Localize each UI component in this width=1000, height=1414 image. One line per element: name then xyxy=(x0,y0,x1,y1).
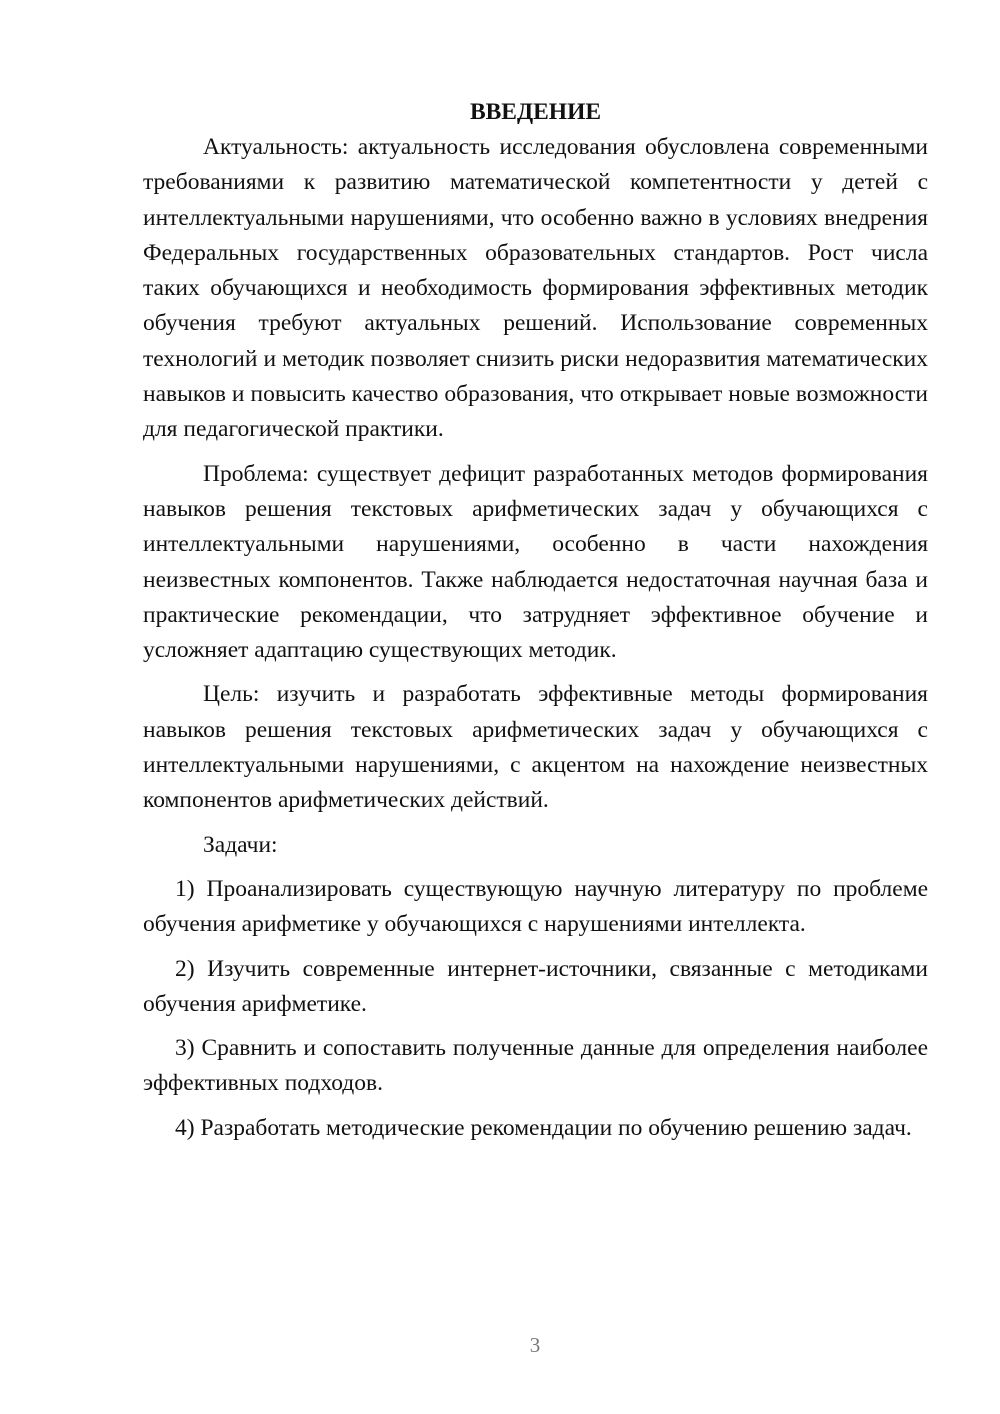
page-number: 3 xyxy=(529,1333,541,1357)
page-content xyxy=(143,95,928,1146)
task-item-4: 4) Разработать методические рекомендации по обучению решению задач. xyxy=(175,1114,912,1141)
task-item-1: 1) Проанализировать существующую научную литературу по проблеме обучения арифметике у обучающихся с нарушениями интеллекта. xyxy=(143,875,928,938)
tasks-label: Задачи: xyxy=(203,831,278,858)
paragraph-problem: Проблема: существует дефицит разработанных методов формирования навыков решения текстовых арифметических задач у обучающихся с интеллектуальными нарушениями, особенно в части нахождения неизвестных компонентов. Также наблюдается недостаточная научная база и практические рекомендации, что затрудняет эффективное обучение и усложняет адаптацию существующих методик. xyxy=(143,460,928,664)
paragraph-goal: Цель: изучить и разработать эффективные методы формирования навыков решения текстовых арифметических задач у обучающихся с интеллектуальными нарушениями, с акцентом на нахождение неизвестных компонентов арифметических действий. xyxy=(143,681,928,814)
section-title: ВВЕДЕНИЕ xyxy=(469,99,602,125)
task-item-2: 2) Изучить современные интернет-источники, связанные с методиками обучения арифметике. xyxy=(143,955,928,1017)
paragraph-relevance: Актуальность: актуальность исследования обусловлена современными требованиями к развитию математической компетентности у детей с интеллектуальными нарушениями, что особенно важно в условиях внедрения Федеральных государственных образовательных стандартов. Рост числа таких обучающихся и необходимость формирования эффективных методик обучения требуют актуальных решений. Использование современных технологий и методик позволяет снизить риски недоразвития математических навыков и повысить качество образования, что открывает новые возможности для педагогической практики. xyxy=(143,134,928,443)
task-item-3: 3) Сравнить и сопоставить полученные данные для определения наиболее эффективных подходов. xyxy=(143,1035,928,1097)
